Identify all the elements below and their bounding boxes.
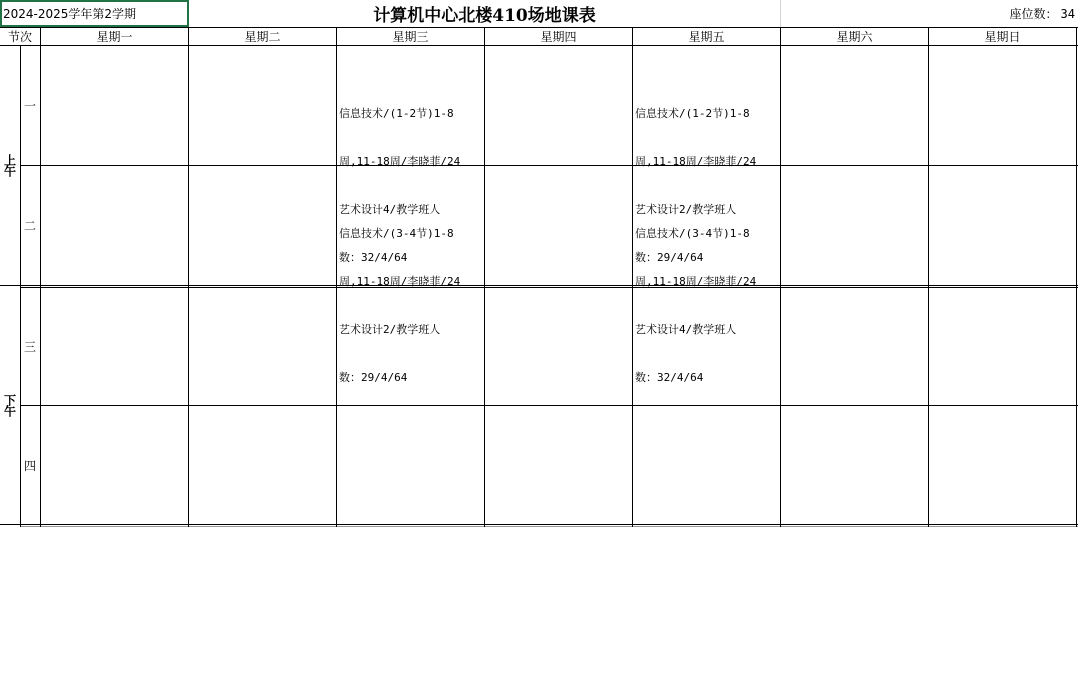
course-line: 信息技术/(1-2节)1-8 [635,107,750,120]
period-label-1[interactable]: 一 [23,99,36,113]
half-morning-label[interactable]: 上午 [2,154,17,176]
period-label-4[interactable]: 四 [23,458,36,473]
course-line: 周,11-18周/李晓菲/24 [339,275,461,288]
course-line: 数：32/4/64 [635,371,704,384]
col-header-monday[interactable]: 星期一 [96,30,133,44]
half-afternoon-label[interactable]: 下午 [2,394,17,416]
course-line: 周,11-18周/李晓菲/24 [635,275,757,288]
course-line: 周,11-18周/李晓菲/24 [339,155,461,168]
course-line: 信息技术/(1-2节)1-8 [339,107,454,120]
course-line: 艺术设计4/教学班人 [339,203,441,216]
col-header-tuesday[interactable]: 星期二 [244,30,281,44]
seat-label: 座位数： [1009,7,1058,21]
period-label-3[interactable]: 三 [23,340,36,354]
period-label-2[interactable]: 二 [23,219,36,233]
course-line: 艺术设计4/教学班人 [635,323,737,336]
col-header-sunday[interactable]: 星期日 [984,30,1021,44]
term-cell[interactable] [0,0,189,27]
seat-cell[interactable] [781,0,1078,27]
course-line: 数：29/4/64 [339,371,408,384]
col-header-wednesday[interactable]: 星期三 [392,30,429,44]
col-header-saturday[interactable]: 星期六 [836,30,873,44]
course-cell-friday-period-2[interactable] [635,194,781,402]
course-line: 艺术设计2/教学班人 [635,203,737,216]
col-header-thursday[interactable]: 星期四 [540,30,577,44]
col-header-period[interactable]: 节次 [7,30,32,44]
course-line: 数：29/4/64 [635,251,704,264]
title-cell[interactable] [189,0,781,27]
course-line: 数：32/4/64 [339,251,408,264]
course-line: 周,11-18周/李晓菲/24 [635,155,757,168]
col-header-friday[interactable]: 星期五 [688,30,725,44]
course-cell-wednesday-period-2[interactable] [339,194,485,402]
course-line: 艺术设计2/教学班人 [339,323,441,336]
course-line: 信息技术/(3-4节)1-8 [339,227,454,240]
course-line: 信息技术/(3-4节)1-8 [635,227,750,240]
term-label: 2024-2025学年第2学期 [3,7,137,21]
seat-count: 34 [1060,6,1075,21]
page-title: 计算机中心北楼410场地课表 [373,6,596,26]
